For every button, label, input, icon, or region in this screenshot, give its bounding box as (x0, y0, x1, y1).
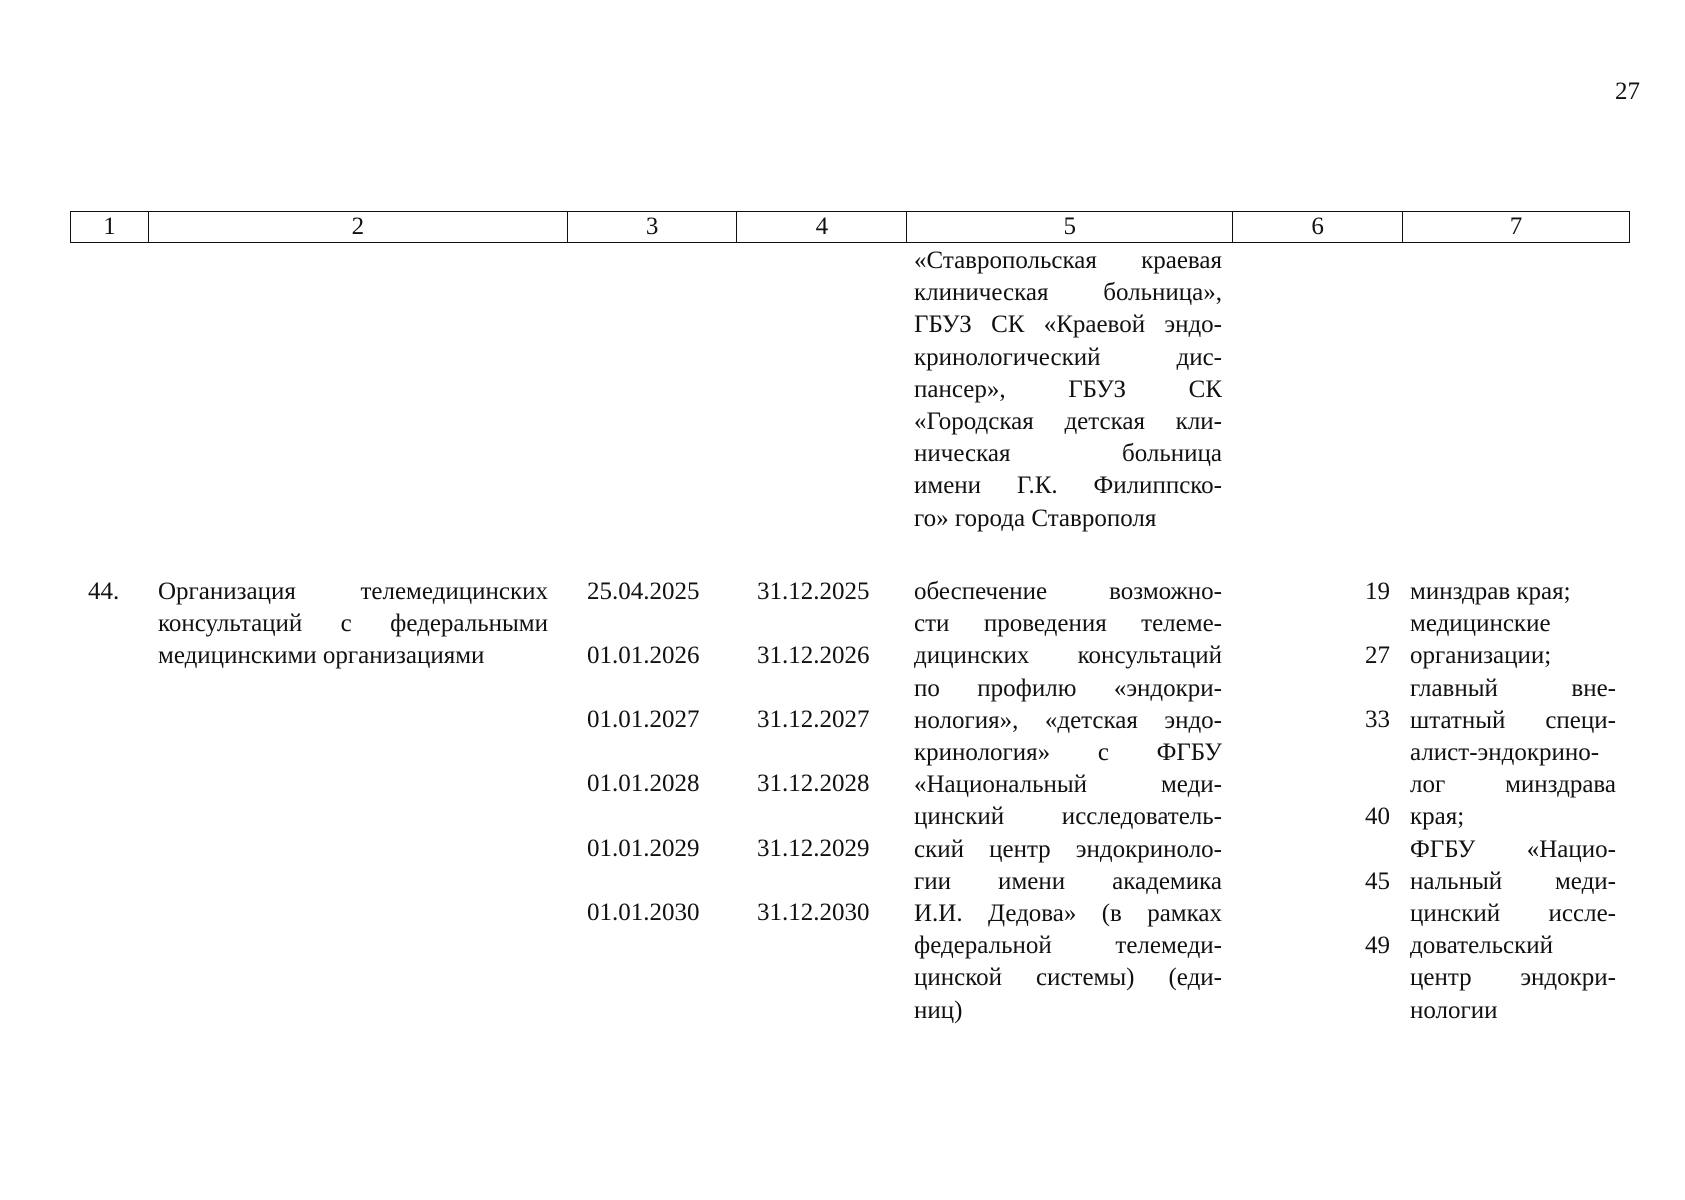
header-col-6: 6 (1233, 212, 1403, 243)
text-line: алист-эндокрино- (1410, 739, 1600, 767)
header-col-3: 3 (567, 212, 737, 243)
header-col-2: 2 (149, 212, 568, 243)
text-line: И.И. Дедова» (в рамках (914, 900, 1222, 928)
period-end: 31.12.2025 (757, 578, 870, 605)
continuation-col5 (914, 245, 1222, 535)
period-start: 01.01.2027 (587, 706, 700, 733)
text-line: медицинскими организациями (158, 642, 485, 670)
period-start: 01.01.2029 (587, 835, 700, 862)
text-line: штатный специ- (1410, 706, 1616, 734)
row-number: 44. (88, 578, 120, 605)
text-line: федеральной телемеди- (914, 932, 1222, 960)
text-line: центр эндокри- (1410, 964, 1616, 992)
page-number: 27 (1615, 78, 1640, 105)
period-start: 01.01.2030 (587, 899, 700, 926)
text-line: довательский (1410, 932, 1554, 960)
responsible-executors (1410, 576, 1616, 1027)
indicator-description (914, 576, 1222, 1027)
period-end: 31.12.2026 (757, 642, 870, 669)
text-line: цинский иссле- (1410, 900, 1616, 928)
text-line: гии имени академика (914, 867, 1222, 895)
period-start: 25.04.2025 (587, 578, 700, 605)
header-col-7: 7 (1402, 212, 1629, 243)
text-line: «Городская детская кли- (914, 408, 1222, 436)
text-line: имени Г.К. Филиппско- (914, 472, 1222, 500)
text-line: «Ставропольская краевая (914, 247, 1222, 274)
text-line: ническая больница (914, 440, 1222, 468)
period-end: 31.12.2028 (757, 770, 870, 797)
text-line: по профилю «эндокри- (914, 674, 1222, 702)
text-line: нология», «детская эндо- (914, 706, 1222, 734)
text-line: консультаций с федеральными (158, 610, 548, 638)
indicator-value: 40 (1365, 803, 1390, 830)
text-line: цинской системы) (еди- (914, 964, 1222, 992)
text-line: организации; (1410, 642, 1552, 670)
period-start: 01.01.2026 (587, 642, 700, 669)
text-line: кринология» с ФГБУ (914, 739, 1222, 767)
text-line: ФГБУ «Нацио- (1410, 835, 1616, 863)
text-line: ГБУЗ СК «Краевой эндо- (914, 311, 1222, 339)
text-line: го» города Ставрополя (914, 504, 1157, 532)
indicator-value: 49 (1365, 932, 1390, 959)
text-line: ский центр эндокриноло- (914, 835, 1222, 863)
indicator-value: 33 (1365, 706, 1390, 733)
text-line: «Национальный меди- (914, 771, 1222, 799)
period-end: 31.12.2029 (757, 835, 870, 862)
text-line: кринологический дис- (914, 343, 1222, 371)
indicator-value: 27 (1365, 642, 1390, 669)
text-line: нологии (1410, 996, 1498, 1024)
text-line: дицинских консультаций (914, 642, 1222, 670)
text-line: минздрав края; (1410, 578, 1571, 605)
period-end: 31.12.2027 (757, 706, 870, 733)
period-start: 01.01.2028 (587, 770, 700, 797)
text-line: медицинские (1410, 610, 1551, 638)
indicator-value: 19 (1365, 578, 1390, 605)
text-line: края; (1410, 803, 1465, 831)
header-col-4: 4 (737, 212, 907, 243)
text-line: сти проведения телеме- (914, 610, 1222, 638)
text-line: лог минздрава (1410, 771, 1616, 799)
text-line: ниц) (914, 996, 963, 1024)
row-title (158, 576, 548, 673)
indicator-value: 45 (1365, 868, 1390, 895)
header-col-1: 1 (71, 212, 149, 243)
period-end: 31.12.2030 (757, 899, 870, 926)
text-line: Организация телемедицинских (158, 578, 548, 605)
text-line: нальный меди- (1410, 867, 1616, 895)
column-number-header (70, 211, 1630, 243)
text-line: пансер», ГБУЗ СК (914, 375, 1222, 403)
text-line: цинский исследователь- (914, 803, 1222, 831)
text-line: клиническая больница», (914, 279, 1222, 307)
header-col-5: 5 (907, 212, 1233, 243)
text-line: главный вне- (1410, 674, 1616, 702)
text-line: обеспечение возможно- (914, 578, 1222, 605)
